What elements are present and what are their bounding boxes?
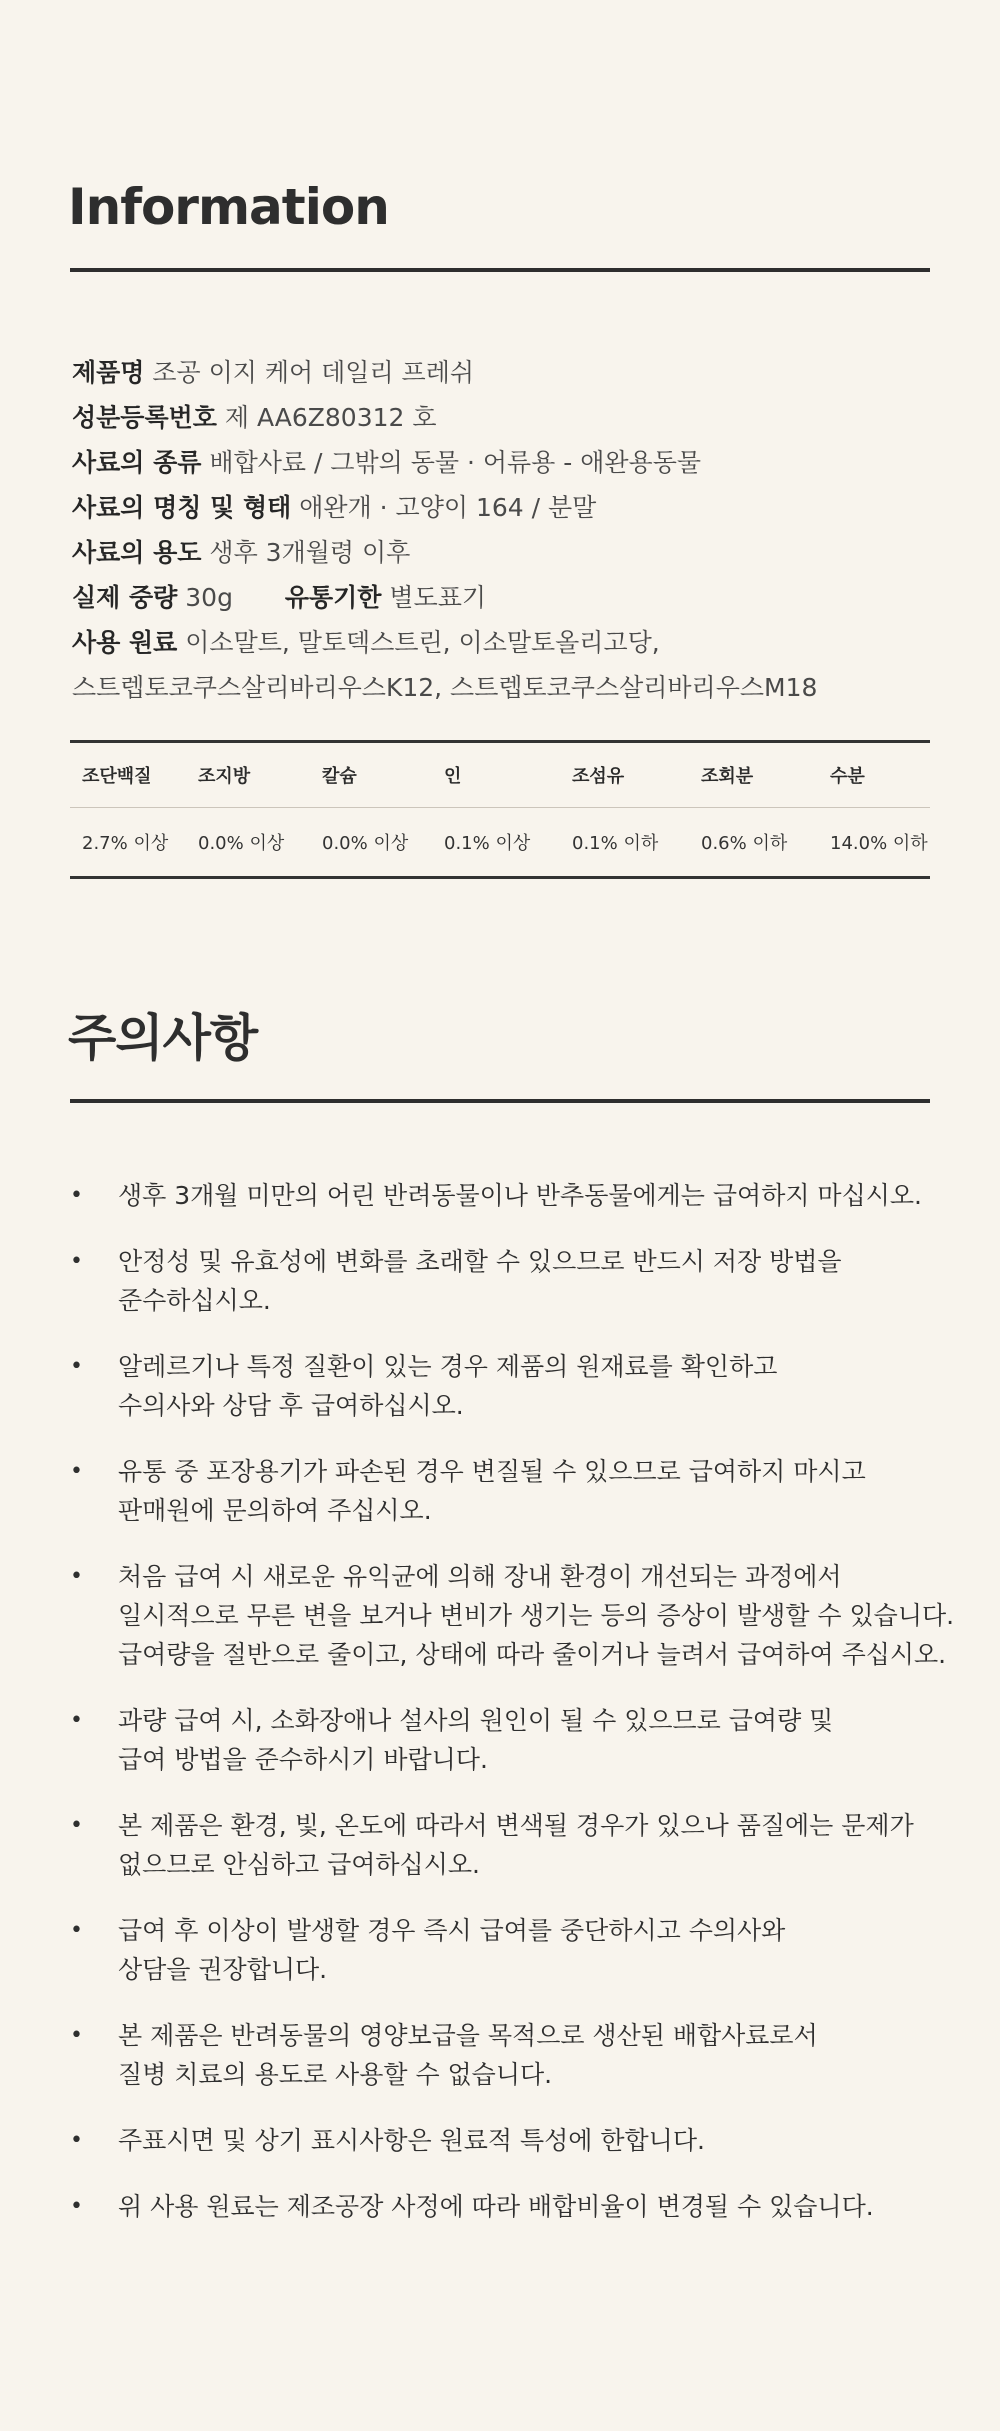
weight-label: 실제 중량: [72, 583, 178, 612]
ingredients-line: 스트렙토코쿠스살리바리우스K12, 스트렙토코쿠스살리바리우스M18: [72, 673, 818, 702]
nutrient-header: 조섬유: [560, 742, 689, 808]
bullet-icon: •: [70, 2023, 83, 2048]
product-name-label: 제품명: [72, 358, 145, 387]
caution-text: 없으므로 안심하고 급여하십시오.: [118, 1850, 480, 1879]
expiry: 별도표기: [389, 583, 487, 612]
bullet-icon: •: [70, 1564, 83, 1589]
nutrient-value: 0.6% 이하: [689, 808, 818, 878]
nutrient-header: 수분: [818, 742, 930, 808]
caution-text: 본 제품은 환경, 빛, 온도에 따라서 변색될 경우가 있으나 품질에는 문제가: [118, 1811, 914, 1840]
caution-item: [70, 1911, 950, 1989]
nutrition-header-row: [70, 742, 930, 808]
usage: 생후 3개월령 이후: [209, 538, 411, 567]
caution-item: [70, 1176, 950, 1215]
nutrient-value: 2.7% 이상: [70, 808, 186, 878]
nutrient-header: 인: [432, 742, 560, 808]
caution-text: 급여 방법을 준수하시기 바랍니다.: [118, 1745, 488, 1774]
nutrient-value: 0.0% 이상: [186, 808, 310, 878]
feed-type-label: 사료의 종류: [72, 448, 202, 477]
caution-text: 상담을 권장합니다.: [118, 1955, 328, 1984]
expiry-label: 유통기한: [284, 583, 382, 612]
caution-item: [70, 1701, 950, 1779]
bullet-icon: •: [70, 1708, 83, 1733]
name-form-label: 사료의 명칭 및 형태: [72, 493, 292, 522]
feed-type: 배합사료 / 그밖의 동물 · 어류용 - 애완용동물: [209, 448, 701, 477]
product-name: 조공 이지 케어 데일리 프레쉬: [152, 358, 474, 387]
weight-expiry-row: [72, 575, 932, 620]
nutrient-value: 0.0% 이상: [310, 808, 432, 878]
registration-row: [72, 395, 932, 440]
caution-item: [70, 1557, 955, 1674]
nutrition-value-row: [70, 808, 930, 878]
caution-text: 수의사와 상담 후 급여하십시오.: [118, 1391, 464, 1420]
product-info: [72, 350, 932, 710]
ingredients-label: 사용 원료: [72, 628, 178, 657]
information-divider: [70, 268, 930, 272]
caution-text: 급여 후 이상이 발생할 경우 즉시 급여를 중단하시고 수의사와: [118, 1916, 786, 1945]
caution-text: 주표시면 및 상기 표시사항은 원료적 특성에 한합니다.: [118, 2126, 705, 2155]
caution-text: 생후 3개월 미만의 어린 반려동물이나 반추동물에게는 급여하지 마십시오.: [118, 1181, 922, 1210]
nutrient-header: 칼슘: [310, 742, 432, 808]
ingredients-row-continued: [72, 665, 932, 710]
cautions-title: 주의사항: [68, 1009, 258, 1067]
caution-text: 안정성 및 유효성에 변화를 초래할 수 있으므로 반드시 저장 방법을: [118, 1247, 842, 1276]
bullet-icon: •: [70, 1459, 83, 1484]
caution-text: 본 제품은 반려동물의 영양보급을 목적으로 생산된 배합사료로서: [118, 2021, 818, 2050]
caution-text: 일시적으로 무른 변을 보거나 변비가 생기는 등의 증상이 발생할 수 있습니다.: [118, 1601, 955, 1630]
caution-item: [70, 1806, 950, 1884]
information-title: Information: [68, 178, 389, 236]
caution-text: 유통 중 포장용기가 파손된 경우 변질될 수 있으므로 급여하지 마시고: [118, 1457, 866, 1486]
bullet-icon: •: [70, 1918, 83, 1943]
nutrition-table: [70, 740, 930, 879]
caution-item: [70, 1347, 950, 1425]
nutrient-header: 조단백질: [70, 742, 186, 808]
feed-type-row: [72, 440, 932, 485]
caution-text: 판매원에 문의하여 주십시오.: [118, 1496, 432, 1525]
nutrient-value: 0.1% 이하: [560, 808, 689, 878]
usage-label: 사료의 용도: [72, 538, 202, 567]
caution-text: 과량 급여 시, 소화장애나 설사의 원인이 될 수 있으므로 급여량 및: [118, 1706, 834, 1735]
cautions-list: [70, 1176, 955, 2253]
caution-text: 위 사용 원료는 제조공장 사정에 따라 배합비율이 변경될 수 있습니다.: [118, 2192, 874, 2221]
nutrient-value: 0.1% 이상: [432, 808, 560, 878]
caution-item: [70, 2016, 950, 2094]
name-form-row: [72, 485, 932, 530]
caution-text: 알레르기나 특정 질환이 있는 경우 제품의 원재료를 확인하고: [118, 1352, 778, 1381]
caution-text: 질병 치료의 용도로 사용할 수 없습니다.: [118, 2060, 553, 2089]
cautions-divider: [70, 1099, 930, 1103]
bullet-icon: •: [70, 1249, 83, 1274]
product-name-row: [72, 350, 932, 395]
nutrient-value: 14.0% 이하: [818, 808, 930, 878]
ingredients-line: 이소말트, 말토덱스트린, 이소말토올리고당,: [185, 628, 660, 657]
caution-item: [70, 2187, 950, 2226]
registration-label: 성분등록번호: [72, 403, 217, 432]
weight: 30g: [185, 583, 233, 612]
name-form: 애완개 · 고양이 164 / 분말: [299, 493, 597, 522]
registration-number: 제 AA6Z80312 호: [224, 403, 437, 432]
bullet-icon: •: [70, 1183, 83, 1208]
caution-text: 준수하십시오.: [118, 1286, 271, 1315]
caution-item: [70, 1452, 950, 1530]
bullet-icon: •: [70, 2128, 83, 2153]
caution-item: [70, 2121, 950, 2160]
caution-item: [70, 1242, 950, 1320]
nutrient-header: 조지방: [186, 742, 310, 808]
bullet-icon: •: [70, 1813, 83, 1838]
bullet-icon: •: [70, 2194, 83, 2219]
ingredients-row: [72, 620, 932, 665]
caution-text: 급여량을 절반으로 줄이고, 상태에 따라 줄이거나 늘려서 급여하여 주십시오.: [118, 1640, 947, 1669]
caution-text: 처음 급여 시 새로운 유익균에 의해 장내 환경이 개선되는 과정에서: [118, 1562, 842, 1591]
nutrient-header: 조회분: [689, 742, 818, 808]
usage-row: [72, 530, 932, 575]
bullet-icon: •: [70, 1354, 83, 1379]
